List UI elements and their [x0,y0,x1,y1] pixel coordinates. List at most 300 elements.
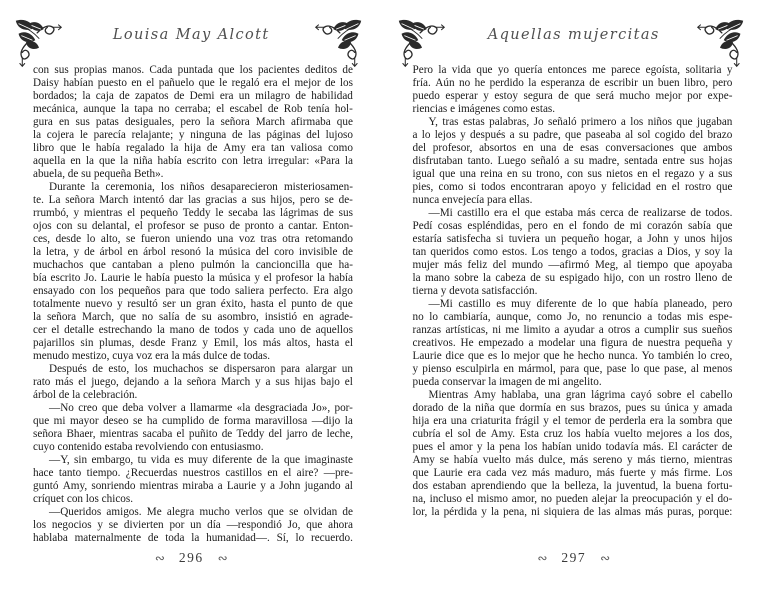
text-line [413,506,733,519]
word: pues [625,402,646,414]
word: Laurie [412,350,442,362]
paragraph [413,116,733,207]
word: ambos [703,142,733,154]
page-text-left [33,64,353,545]
text-line [33,116,353,129]
word: recuerdo. [310,532,353,544]
word: con [79,285,96,297]
word: otros [608,324,631,336]
word: —dijo [311,415,341,427]
word: era [433,415,447,427]
word: Me [146,506,162,518]
word: más [531,467,550,479]
word: que [336,298,353,310]
word: de [342,64,353,76]
text-line [413,389,733,402]
word: firme. [683,467,711,479]
word: una [540,142,557,154]
word: en [127,246,139,258]
word: las [598,506,611,518]
word: hija [412,415,430,427]
word: la [344,155,353,167]
text-line [33,103,353,116]
word: modelar [538,337,575,349]
word: Después [49,363,87,375]
word: puesto [173,272,204,284]
word: Meg, [594,259,619,271]
word: March [255,116,285,128]
word: temor [564,415,591,427]
text-line [33,298,353,311]
word: saliera [235,285,265,297]
word: en [131,77,142,89]
word: voz [238,233,255,245]
word: y [460,129,466,141]
word: corazón [647,220,683,232]
folio-ornament-icon: ∾ [154,551,165,565]
word: como [536,311,562,323]
word: amor [449,441,473,453]
word: de [267,103,279,115]
word: el [263,272,272,284]
word: almas [614,506,641,518]
word: del [492,259,507,271]
word: el [281,77,291,89]
word: a [564,155,570,167]
word: Jo», [311,402,331,414]
word: agrade- [319,311,353,323]
word: habían [63,77,94,89]
word: mejores [646,428,683,440]
word: niños [647,116,672,128]
word: escrito [186,155,217,167]
word: como [473,246,498,258]
word: más [515,454,534,466]
text-line [33,415,353,428]
word: la [438,64,447,76]
floral-corner-ornament [694,17,746,71]
word: dar [169,194,184,206]
word: castillo [457,207,490,219]
word: del [306,129,320,141]
word: pero [180,116,201,128]
word: he [474,77,486,89]
word: Laurie [226,480,257,492]
word: hasta [250,298,274,310]
word: amada [703,402,733,414]
word: salía [158,311,180,323]
word: música [218,272,251,284]
word: sin [80,337,94,349]
text-line [413,415,733,428]
word: delantal, [91,220,131,232]
text-line [413,272,733,285]
word: lo [429,311,438,323]
word: de [324,77,336,89]
word: castillo [458,298,491,310]
word: cojera [46,129,75,141]
word: los [524,441,538,453]
word: del [412,142,427,154]
word: lo [630,363,640,375]
text-line [413,259,733,272]
word: mejor [294,77,321,89]
word: a [278,220,284,232]
text-line [413,428,733,441]
word: cumplir [644,324,679,336]
word: con [628,272,645,284]
word: en [302,311,314,323]
word: March, [82,311,114,323]
text-line: riencias e imágenes como estas. [412,103,556,115]
word: de [342,506,353,518]
word: sus [338,207,353,219]
word: libro [33,142,55,154]
word: más [262,337,281,349]
word: de [721,441,733,453]
word: apoyaba [695,259,733,271]
text-line [413,467,733,480]
word: tenía [307,103,330,115]
word: árbol [143,246,167,258]
word: lo [86,233,96,245]
word: el [176,428,185,440]
word: resonó [171,246,201,258]
word: y [673,233,680,245]
word: estoy [494,90,518,102]
word: y [260,480,266,492]
word: Los [531,246,549,258]
word: madre, [588,155,620,167]
word: de [323,207,334,219]
word: a [620,116,626,128]
word: artísticas, [445,324,488,336]
word: que [543,350,560,362]
word: y [483,90,489,102]
word: la [85,155,94,167]
word: otra [282,233,300,245]
word: espléndidas, [467,220,523,232]
word: pronto [244,220,274,232]
word: éxito, [220,298,246,310]
word: ces, [33,233,51,245]
word: diferente [536,298,577,310]
word: y [543,415,549,427]
text-line [33,155,353,168]
text-line [33,220,353,233]
word: entonces [547,64,587,76]
word: que [716,181,733,193]
word: desgraciada [254,402,308,414]
word: misteriosamen- [283,181,353,193]
word: hojas [708,155,733,167]
word: el [134,220,143,232]
word: padre, [533,129,561,141]
word: John [647,233,669,245]
word: pequeña [684,337,723,349]
word: cosas [437,220,463,232]
word: todos, [590,246,618,258]
word: la [33,311,42,323]
word: Jo. [84,272,97,284]
text-line [413,454,733,467]
word: y [693,402,699,414]
word: punto [291,298,317,310]
word: de [229,220,240,232]
word: un [180,298,192,310]
word: y [481,506,487,518]
word: tras [260,233,277,245]
word: siquiera [543,506,580,518]
word: sus [683,324,698,336]
word: dice [445,350,465,362]
word: gracias [205,194,237,206]
folio-ornament-icon: ∾ [537,551,548,565]
word: hasta [316,337,340,349]
word: la [271,454,280,466]
paragraph [33,64,353,181]
word: todo [210,285,231,297]
word: niña [475,402,495,414]
word: el [465,493,474,505]
word: con [33,64,50,76]
text-line [413,233,733,246]
word: unos [684,233,706,245]
word: menos [703,363,733,375]
word: es [487,350,498,362]
word: puedo [412,90,440,102]
word: al [690,363,699,375]
word: de [562,142,574,154]
word: es [174,454,184,466]
word: alargar [305,363,337,375]
word: y [694,246,701,258]
word: más [577,207,596,219]
word: aquellos [315,324,353,336]
word: estaba [545,207,574,219]
word: ¿Recuerdas [125,467,178,479]
word: las [188,194,201,206]
text-line [33,519,353,532]
word: Luego [497,155,527,167]
word: la [667,415,676,427]
word: del [255,246,270,258]
word: que [530,480,548,492]
word: cerraba; [174,103,211,115]
word: de [147,532,159,544]
word: divierten [123,519,164,531]
word: pero [527,220,548,232]
word: guntó [33,480,59,492]
word: valiosa [290,142,323,154]
word: lo [421,129,431,141]
word: de [690,207,701,219]
text-line [413,493,733,506]
word: hablaba, [501,389,539,401]
word: más [637,454,656,466]
word: apoyo [568,181,596,193]
word: que [99,155,116,167]
word: se [324,194,334,206]
word: los [161,181,175,193]
word: buen [657,77,680,89]
word: alejar [591,493,617,505]
text-line [413,350,733,363]
word: de [614,220,625,232]
word: el [686,389,695,401]
word: lor, [412,506,428,518]
word: estaban [432,480,467,492]
word: propias [73,64,107,76]
word: un [190,519,202,531]
word: esculpirla [455,363,500,375]
word: ha [146,415,158,427]
word: Demi [189,90,215,102]
word: libro, [684,77,709,89]
word: felicidad [611,181,651,193]
word: Teddy [236,428,265,440]
word: la [91,181,100,193]
word: yo [497,64,510,76]
word: de [594,415,606,427]
word: mano [169,324,195,336]
floral-corner-ornament [13,17,65,71]
word: el [216,103,225,115]
word: esperanza [540,77,585,89]
word: tengo [552,246,578,258]
word: y [726,337,733,349]
text-line [413,155,733,168]
text-line [33,64,353,77]
word: mientras [693,454,733,466]
text-line [33,311,353,324]
word: conversaciones [605,142,674,154]
word: en [522,142,534,154]
word: sus [718,168,733,180]
word: totalmente [33,298,81,310]
word: mayor [69,415,99,427]
word: niña [133,155,153,167]
word: al [623,259,632,271]
word: pena, [503,506,528,518]
text-line: cuyo contenido estaba revolviendo con entusiasmo. [33,441,264,453]
word: feliz [467,259,488,271]
word: se [133,415,143,427]
word: profesor, [432,142,473,154]
word: lujoso [325,129,353,141]
word: al [625,129,634,141]
word: que [680,142,697,154]
word: escribir [604,77,638,89]
word: de [119,90,130,102]
word: de [173,90,185,102]
word: desde [55,233,82,245]
word: que [316,259,333,271]
word: del [689,129,704,141]
word: gran [196,298,217,310]
word: por [687,90,703,102]
word: encontraran [510,181,564,193]
word: dulce, [538,454,566,466]
text-line [413,246,733,259]
text-line [33,129,353,142]
word: regalado [125,142,165,154]
word: más [644,506,663,518]
word: mi [53,415,66,427]
text-line [33,402,353,415]
word: uniendo [175,233,212,245]
word: nuestros [182,467,220,479]
word: estos. [502,246,528,258]
word: desde [139,337,166,349]
word: figura [600,337,628,349]
word: y [243,324,249,336]
word: todavía [605,441,639,453]
word: de [321,298,332,310]
word: hecho [577,350,605,362]
word: relajante; [131,129,174,141]
word: gracias [621,246,654,258]
word: sus [54,64,69,76]
word: de [206,142,218,154]
word: en [503,363,514,375]
word: se [289,506,299,518]
word: jarro [286,428,308,440]
word: cruz [543,428,563,440]
word: sobre [454,272,479,284]
word: «la [236,402,251,414]
word: de [208,415,220,427]
word: lo [597,298,607,310]
word: mientras [83,207,123,219]
word: de [447,402,459,414]
word: Durante [49,181,86,193]
word: y [178,129,185,141]
word: perfecto. [269,285,309,297]
word: retomando [305,233,353,245]
word: criaturita [470,415,512,427]
word: cer [33,324,47,336]
word: amor, [511,493,538,505]
word: le [81,142,91,154]
word: muy [511,298,531,310]
word: cantar. [288,220,318,232]
word: lágrimas [280,207,319,219]
word: fueron [140,233,171,245]
word: disfrutaban [412,155,463,167]
word: te. [33,194,44,206]
word: preocupación [632,493,693,505]
text-line [33,506,353,519]
word: de [221,428,233,440]
word: castillos [225,467,262,479]
word: y [476,441,483,453]
word: puesto [97,77,127,89]
word: no [141,311,154,323]
word: ni [531,506,540,518]
word: gura [33,116,53,128]
text-line: críquet con los chicos. [33,493,134,505]
word: que [198,77,215,89]
word: la [412,272,421,284]
word: era [251,142,266,154]
word: la [551,480,560,492]
word: ahora [328,519,353,531]
text-line [33,272,353,285]
paragraph [33,402,353,454]
word: no [412,311,424,323]
word: fondo [582,220,609,232]
